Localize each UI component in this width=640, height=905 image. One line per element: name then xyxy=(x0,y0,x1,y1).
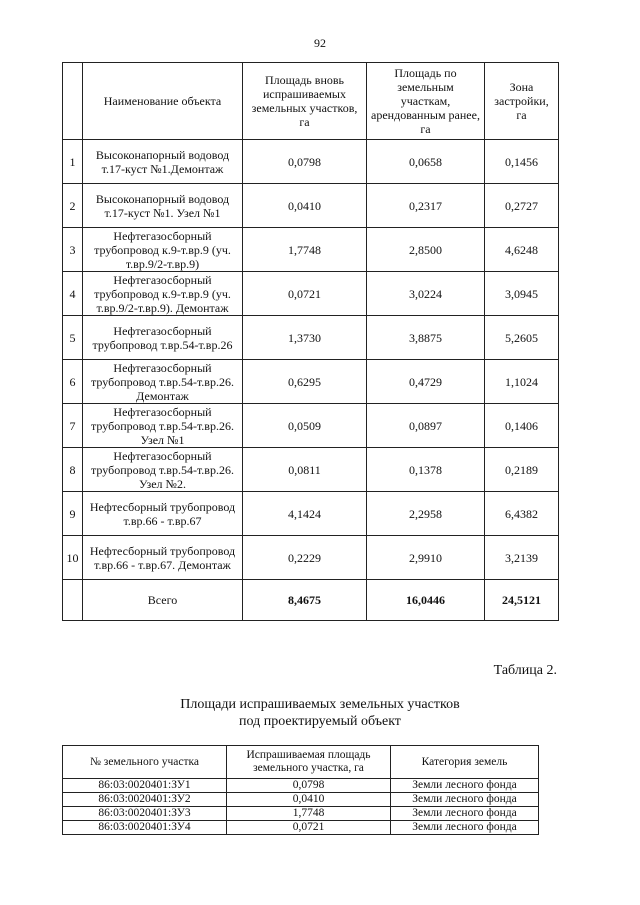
zone-area: 4,6248 xyxy=(485,228,559,272)
table-title-line1: Площади испрашиваемых земельных участков xyxy=(180,697,460,712)
parcel-number: 86:03:0020401:ЗУ3 xyxy=(63,807,227,821)
row-num: 2 xyxy=(63,184,83,228)
area-new: 1,3730 xyxy=(243,316,367,360)
object-name: Нефтесборный трубопровод т.вр.66 - т.вр.67. Демонтаж xyxy=(83,536,243,580)
zone-area: 3,0945 xyxy=(485,272,559,316)
land-area-table xyxy=(62,62,559,621)
table-row xyxy=(63,140,559,184)
parcel-number: 86:03:0020401:ЗУ2 xyxy=(63,793,227,807)
table-row xyxy=(63,793,539,807)
parcel-number: 86:03:0020401:ЗУ1 xyxy=(63,779,227,793)
area-new: 0,0410 xyxy=(243,184,367,228)
requested-area: 0,0721 xyxy=(227,821,391,835)
table-row xyxy=(63,272,559,316)
table-title-line2: под проектируемый объект xyxy=(239,714,401,729)
zone-area: 0,1456 xyxy=(485,140,559,184)
object-name: Высоконапорный водовод т.17-куст №1. Узел №1 xyxy=(83,184,243,228)
total-label: Всего xyxy=(83,580,243,621)
parcels-table xyxy=(62,745,539,835)
header-land-category: Категория земель xyxy=(391,746,539,779)
object-name: Нефтегазосборный трубопровод т.вр.54-т.вр.26. Демонтаж xyxy=(83,360,243,404)
table-caption: Таблица 2. xyxy=(493,663,557,678)
total-area-new: 8,4675 xyxy=(243,580,367,621)
zone-area: 6,4382 xyxy=(485,492,559,536)
area-leased: 0,2317 xyxy=(367,184,485,228)
row-num: 3 xyxy=(63,228,83,272)
row-num: 5 xyxy=(63,316,83,360)
area-leased: 3,0224 xyxy=(367,272,485,316)
area-leased: 3,8875 xyxy=(367,316,485,360)
table-row xyxy=(63,184,559,228)
header-num xyxy=(63,63,83,140)
row-num: 1 xyxy=(63,140,83,184)
table-row xyxy=(63,404,559,448)
table-row xyxy=(63,448,559,492)
area-new: 0,0509 xyxy=(243,404,367,448)
object-name: Нефтегазосборный трубопровод к.9-т.вр.9 (уч. т.вр.9/2-т.вр.9). Демонтаж xyxy=(83,272,243,316)
area-new: 4,1424 xyxy=(243,492,367,536)
area-new: 0,2229 xyxy=(243,536,367,580)
table-header-row xyxy=(63,746,539,779)
total-zone: 24,5121 xyxy=(485,580,559,621)
requested-area: 0,0798 xyxy=(227,779,391,793)
zone-area: 0,2189 xyxy=(485,448,559,492)
row-num: 9 xyxy=(63,492,83,536)
land-category: Земли лесного фонда xyxy=(391,807,539,821)
total-area-leased: 16,0446 xyxy=(367,580,485,621)
total-row xyxy=(63,580,559,621)
zone-area: 0,1406 xyxy=(485,404,559,448)
header-object-name: Наименование объекта xyxy=(83,63,243,140)
object-name: Высоконапорный водовод т.17-куст №1.Демонтаж xyxy=(83,140,243,184)
area-leased: 0,0897 xyxy=(367,404,485,448)
object-name: Нефтегазосборный трубопровод т.вр.54-т.вр.26. Узел №1 xyxy=(83,404,243,448)
header-zone: Зона застройки, га xyxy=(485,63,559,140)
zone-area: 3,2139 xyxy=(485,536,559,580)
table-row xyxy=(63,492,559,536)
row-num: 8 xyxy=(63,448,83,492)
row-num: 10 xyxy=(63,536,83,580)
header-requested-area: Испрашиваемая площадь земельного участка, га xyxy=(227,746,391,779)
zone-area: 0,2727 xyxy=(485,184,559,228)
area-leased: 0,4729 xyxy=(367,360,485,404)
object-name: Нефтегазосборный трубопровод к.9-т.вр.9 (уч. т.вр.9/2-т.вр.9) xyxy=(83,228,243,272)
area-new: 0,0811 xyxy=(243,448,367,492)
row-num: 7 xyxy=(63,404,83,448)
total-num xyxy=(63,580,83,621)
table-row xyxy=(63,316,559,360)
table-row xyxy=(63,360,559,404)
zone-area: 1,1024 xyxy=(485,360,559,404)
area-new: 0,0798 xyxy=(243,140,367,184)
land-category: Земли лесного фонда xyxy=(391,779,539,793)
requested-area: 0,0410 xyxy=(227,793,391,807)
row-num: 6 xyxy=(63,360,83,404)
area-leased: 2,2958 xyxy=(367,492,485,536)
table-row xyxy=(63,807,539,821)
page-number: 92 xyxy=(314,36,326,50)
land-category: Земли лесного фонда xyxy=(391,821,539,835)
row-num: 4 xyxy=(63,272,83,316)
area-leased: 0,1378 xyxy=(367,448,485,492)
table-row xyxy=(63,228,559,272)
object-name: Нефтесборный трубопровод т.вр.66 - т.вр.67 xyxy=(83,492,243,536)
area-new: 0,6295 xyxy=(243,360,367,404)
object-name: Нефтегазосборный трубопровод т.вр.54-т.вр.26. Узел №2. xyxy=(83,448,243,492)
requested-area: 1,7748 xyxy=(227,807,391,821)
land-category: Земли лесного фонда xyxy=(391,793,539,807)
header-parcel-number: № земельного участка xyxy=(63,746,227,779)
table-row xyxy=(63,536,559,580)
table-row xyxy=(63,779,539,793)
area-new: 1,7748 xyxy=(243,228,367,272)
table-row xyxy=(63,821,539,835)
header-area-leased: Площадь по земельным участкам, арендованным ранее, га xyxy=(367,63,485,140)
area-new: 0,0721 xyxy=(243,272,367,316)
area-leased: 2,8500 xyxy=(367,228,485,272)
table-title xyxy=(0,696,640,730)
object-name: Нефтегазосборный трубопровод т.вр.54-т.вр.26 xyxy=(83,316,243,360)
parcel-number: 86:03:0020401:ЗУ4 xyxy=(63,821,227,835)
table-header-row xyxy=(63,63,559,140)
area-leased: 0,0658 xyxy=(367,140,485,184)
zone-area: 5,2605 xyxy=(485,316,559,360)
header-area-new: Площадь вновь испрашиваемых земельных участков, га xyxy=(243,63,367,140)
area-leased: 2,9910 xyxy=(367,536,485,580)
